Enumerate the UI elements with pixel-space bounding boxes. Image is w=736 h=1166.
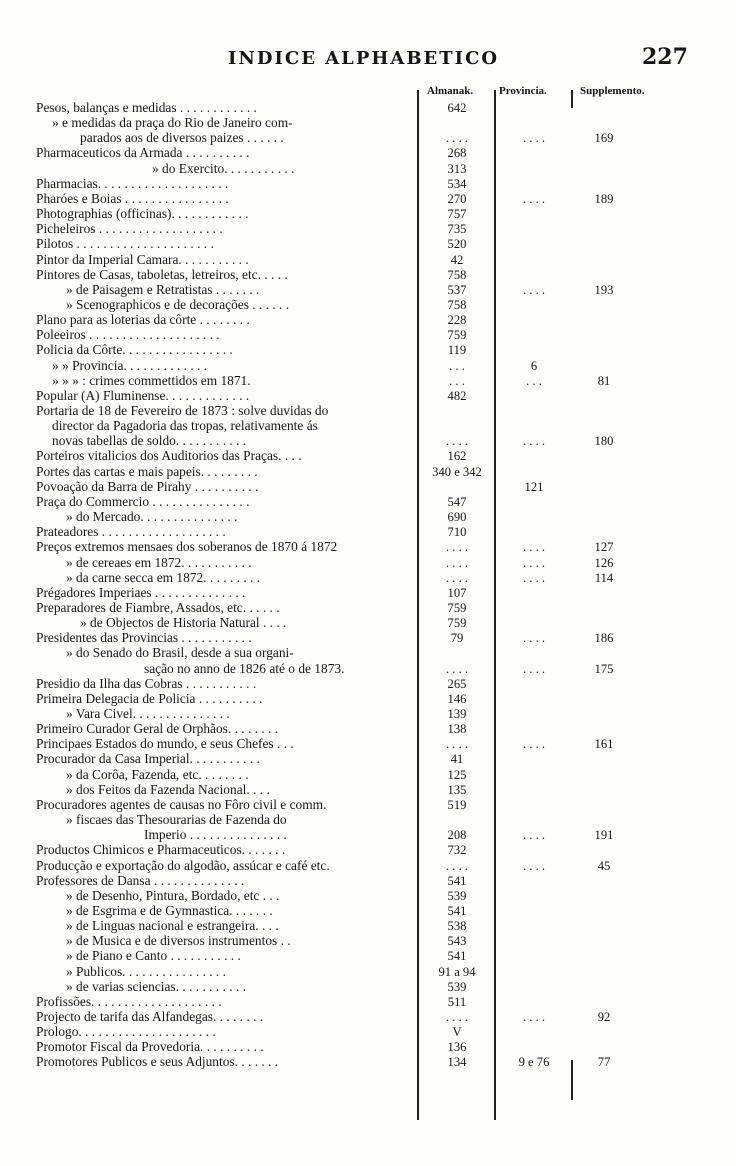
index-row — [0, 570, 736, 586]
index-row — [0, 494, 736, 510]
index-entry-text: » Scenographicos e de decorações . . . . . . — [66, 296, 290, 312]
index-row — [0, 358, 736, 374]
index-entry-text: Prologo. . . . . . . . . . . . . . . . . . . . . — [36, 1024, 216, 1040]
index-row — [0, 676, 736, 692]
index-entry-text: Poleeiros . . . . . . . . . . . . . . . . . . . . — [36, 327, 220, 343]
index-entry-text: Pilotos . . . . . . . . . . . . . . . . . . . . . — [36, 236, 214, 252]
index-row — [0, 555, 736, 571]
index-row — [0, 888, 736, 904]
index-row — [0, 918, 736, 934]
almanak-ref: 541 — [447, 873, 467, 888]
index-row — [0, 373, 736, 389]
almanak-ref: 162 — [447, 449, 467, 464]
index-row — [0, 585, 736, 601]
column-header-almanak: Almanak. — [427, 85, 474, 97]
almanak-ref: 519 — [447, 797, 467, 812]
almanak-ref: 538 — [447, 919, 467, 934]
index-row — [0, 751, 736, 767]
index-entry-text: » de Musica e de diversos instrumentos . . — [66, 933, 291, 949]
almanak-ref: 547 — [447, 494, 467, 509]
index-entry-text: Pintor da Imperial Camara. . . . . . . . . . . — [36, 251, 249, 267]
index-row — [0, 100, 736, 116]
almanak-ref: V — [452, 1025, 462, 1040]
index-entry-text: » de Objectos de Historia Natural . . . . — [80, 615, 287, 631]
supplemento-ref: 45 — [597, 858, 611, 873]
index-entry-text: Preços extremos mensaes dos soberanos de 1870 á 1872 — [36, 539, 338, 555]
almanak-ref: 41 — [450, 752, 464, 767]
index-entry-text: Profissões. . . . . . . . . . . . . . . . . . . . — [36, 993, 222, 1009]
provincia-ref: . . . . — [522, 737, 546, 752]
almanak-ref: 136 — [447, 1040, 467, 1055]
index-row — [0, 191, 736, 207]
index-row — [0, 767, 736, 783]
provincia-ref: . . . . — [522, 828, 546, 843]
almanak-ref: . . . . — [445, 570, 469, 585]
almanak-ref: 758 — [447, 297, 467, 312]
supplemento-ref: 77 — [597, 1055, 611, 1070]
index-entry-text: » da carne secca em 1872. . . . . . . . . — [66, 569, 261, 585]
index-entry-text: » de Linguas nacional e estrangeira. . . . — [66, 918, 279, 934]
index-entry-text: Primeiro Curador Geral de Orphãos. . . . . . . . — [36, 721, 279, 737]
index-row — [0, 873, 736, 889]
index-entry-text: » Publicos. . . . . . . . . . . . . . . . — [66, 963, 226, 979]
index-row — [0, 403, 736, 419]
index-entry-text: » » Provincia. . . . . . . . . . . . . — [52, 357, 208, 373]
almanak-ref: 91 a 94 — [438, 964, 476, 979]
index-row — [0, 691, 736, 707]
almanak-ref: 759 — [447, 600, 467, 615]
index-row — [0, 1024, 736, 1040]
supplemento-ref: 92 — [597, 1010, 611, 1024]
index-entry-text: Projecto de tarifa das Alfandegas. . . . . . . . — [36, 1009, 264, 1024]
index-row — [0, 1009, 736, 1025]
index-row — [0, 388, 736, 404]
index-row — [0, 176, 736, 192]
index-row — [0, 282, 736, 298]
index-entry-text: Povoação da Barra de Pirahy . . . . . . . . . . — [36, 478, 259, 494]
index-entry-text: Preparadores de Fiambre, Assados, etc. . . . . . — [36, 599, 280, 615]
index-row — [0, 600, 736, 616]
index-entry-text: Promotor Fiscal da Provedoria. . . . . . . . . . — [36, 1039, 264, 1055]
provincia-ref: 6 — [530, 358, 538, 373]
almanak-ref: . . . . — [445, 858, 469, 873]
index-row — [0, 161, 736, 177]
index-entry-text: Presidio da Ilha das Cobras . . . . . . . . . . . — [36, 675, 257, 691]
almanak-ref: 735 — [447, 222, 467, 237]
index-entry-text: » do Exercito. . . . . . . . . . . — [152, 160, 295, 176]
almanak-ref: . . . . — [445, 1010, 469, 1024]
index-row — [0, 448, 736, 464]
index-entry-text: Portaria de 18 de Fevereiro de 1873 : solve duvidas do — [36, 403, 329, 418]
index-row — [0, 721, 736, 737]
supplemento-ref: 175 — [594, 661, 614, 676]
almanak-ref: . . . — [449, 358, 465, 373]
index-entry-text: » » » : crimes commettidos em 1871. — [52, 372, 251, 388]
index-row — [0, 1054, 736, 1070]
index-row — [0, 433, 736, 449]
index-entry-text: » de varias sciencias. . . . . . . . . . . — [66, 978, 246, 994]
almanak-ref: 268 — [447, 146, 467, 161]
index-row — [0, 827, 736, 843]
almanak-ref: 79 — [450, 631, 464, 646]
column-header-provincia: Provincia. — [499, 85, 547, 97]
almanak-ref: . . . . — [445, 737, 469, 752]
provincia-ref: . . . . — [522, 434, 546, 449]
index-entry-text: » e medidas da praça do Rio de Janeiro com- — [52, 115, 293, 131]
almanak-ref: 758 — [447, 267, 467, 282]
almanak-ref: 757 — [447, 207, 467, 222]
index-row — [0, 964, 736, 980]
almanak-ref: 135 — [447, 782, 467, 797]
provincia-ref: . . . . — [522, 631, 546, 646]
index-entry-text: Prateadores . . . . . . . . . . . . . . . . . . . — [36, 524, 226, 540]
index-entry-text: Picheleiros . . . . . . . . . . . . . . . . . . . — [36, 221, 223, 237]
almanak-ref: 119 — [447, 343, 467, 358]
index-entry-text: novas tabellas de soldo. . . . . . . . . . . — [52, 433, 247, 449]
index-row — [0, 221, 736, 237]
index-entry-text: Productos Chimicos e Pharmaceuticos. . . . . . . — [36, 842, 286, 858]
index-row — [0, 661, 736, 677]
index-row — [0, 782, 736, 798]
supplemento-ref: 81 — [597, 373, 611, 388]
index-row — [0, 479, 736, 495]
almanak-ref: 759 — [447, 616, 467, 631]
index-row — [0, 524, 736, 540]
index-entry-text: Procurador da Casa Imperial. . . . . . . . . . . — [36, 751, 260, 767]
index-entry-text: Principaes Estados do mundo, e seus Chefes . . . — [36, 736, 294, 752]
almanak-ref: 270 — [447, 191, 467, 206]
index-row — [0, 206, 736, 222]
index-entry-text: Procuradores agentes de causas no Fôro civil e comm. — [36, 796, 327, 812]
index-entry-text: Promotores Publicos e seus Adjuntos. . . . . . . — [36, 1054, 279, 1070]
index-row — [0, 1039, 736, 1055]
almanak-ref: . . . . — [445, 434, 469, 449]
index-entry-text: Porteiros vitalicios dos Auditorios das Praças. . . . — [36, 448, 302, 464]
almanak-ref: 340 e 342 — [432, 464, 482, 479]
almanak-ref: 511 — [447, 994, 467, 1009]
index-row — [0, 948, 736, 964]
index-entry-text: Portes das cartas e mais papeis. . . . . . . . . — [36, 463, 258, 479]
almanak-ref: 208 — [447, 828, 467, 843]
index-row — [0, 418, 736, 434]
index-entry-text: » da Corôa, Fazenda, etc. . . . . . . . — [66, 766, 249, 782]
almanak-ref: 42 — [450, 252, 464, 267]
provincia-ref: 121 — [524, 479, 544, 494]
index-entry-text: » de cereaes em 1872. . . . . . . . . . . — [66, 554, 252, 570]
supplemento-ref: 189 — [594, 191, 614, 206]
supplemento-ref: 114 — [594, 570, 614, 585]
almanak-ref: 146 — [447, 691, 467, 706]
index-entry-text: » do Mercado. . . . . . . . . . . . . . . — [66, 509, 238, 525]
almanak-ref: . . . . — [445, 555, 469, 570]
index-row — [0, 858, 736, 874]
supplemento-ref: 126 — [594, 555, 614, 570]
provincia-ref: . . . . — [522, 1010, 546, 1024]
almanak-ref: 537 — [447, 282, 467, 297]
index-entry-text: Photographias (officinas). . . . . . . . . . . . — [36, 206, 249, 222]
index-entry-text: Primeira Delegacia de Policia . . . . . . . . . . — [36, 690, 263, 706]
index-entry-text: Pharmaceuticos da Armada . . . . . . . . . . — [36, 145, 250, 161]
supplemento-ref: 161 — [594, 737, 614, 752]
almanak-ref: . . . . — [445, 131, 469, 146]
provincia-ref: . . . . — [522, 555, 546, 570]
provincia-ref: 9 e 76 — [518, 1055, 550, 1070]
index-entry-text: Pharmacias. . . . . . . . . . . . . . . . . . . . — [36, 175, 229, 191]
supplemento-ref: 191 — [594, 828, 614, 843]
index-entry-text: » de Desenho, Pintura, Bordado, etc . . . — [66, 887, 280, 903]
almanak-ref: 539 — [447, 979, 467, 994]
almanak-ref: 313 — [447, 161, 467, 176]
index-row — [0, 812, 736, 828]
provincia-ref: . . . . — [522, 191, 546, 206]
almanak-ref: 710 — [447, 525, 467, 540]
index-entry-text: Imperio . . . . . . . . . . . . . . . — [144, 827, 287, 843]
index-row — [0, 842, 736, 858]
almanak-ref: 107 — [447, 585, 467, 600]
index-row — [0, 252, 736, 268]
index-entry-text: » de Paisagem e Retratistas . . . . . . . — [66, 281, 260, 297]
almanak-ref: 134 — [447, 1055, 467, 1070]
index-row — [0, 297, 736, 313]
provincia-ref: . . . — [526, 373, 542, 388]
index-row — [0, 342, 736, 358]
index-entry-text: » Vara Civel. . . . . . . . . . . . . . . — [66, 706, 230, 721]
supplemento-ref: 180 — [594, 434, 614, 449]
almanak-ref: 139 — [447, 707, 467, 721]
almanak-ref: 125 — [447, 767, 467, 782]
almanak-ref: 541 — [447, 949, 467, 964]
almanak-ref: 539 — [447, 888, 467, 903]
index-row — [0, 630, 736, 646]
almanak-ref: 690 — [447, 510, 467, 525]
supplemento-ref: 186 — [594, 631, 614, 646]
index-row — [0, 903, 736, 919]
page-number: 227 — [642, 44, 688, 70]
index-row — [0, 994, 736, 1010]
index-entry-text: » de Esgrima e de Gymnastica. . . . . . . — [66, 902, 273, 918]
almanak-ref: 482 — [447, 388, 467, 403]
index-row — [0, 312, 736, 328]
index-entry-text: sação no anno de 1826 até o de 1873. — [144, 660, 345, 676]
index-row — [0, 933, 736, 949]
provincia-ref: . . . . — [522, 282, 546, 297]
index-entry-text: » de Piano e Canto . . . . . . . . . . . — [66, 948, 241, 964]
index-entry-text: Pesos, balanças e medidas . . . . . . . . . . . . — [36, 100, 257, 115]
provincia-ref: . . . . — [522, 540, 546, 555]
index-row — [0, 327, 736, 343]
index-row — [0, 236, 736, 252]
index-row — [0, 130, 736, 146]
index-entry-text: Producção e exportação do algodão, assúcar e café etc. — [36, 857, 330, 873]
index-row — [0, 797, 736, 813]
provincia-ref: . . . . — [522, 131, 546, 146]
index-entry-text: Praça do Commercio . . . . . . . . . . . . . . . — [36, 493, 250, 509]
index-row — [0, 267, 736, 283]
index-row — [0, 145, 736, 161]
index-entry-text: » dos Feitos da Fazenda Nacional. . . . — [66, 781, 270, 797]
index-row — [0, 615, 736, 631]
almanak-ref: 543 — [447, 934, 467, 949]
almanak-ref: 642 — [447, 101, 467, 115]
index-row — [0, 464, 736, 480]
index-row — [0, 115, 736, 131]
index-entry-text: Professores de Dansa . . . . . . . . . . . . . . — [36, 872, 245, 888]
almanak-ref: 759 — [447, 328, 467, 343]
index-row — [0, 539, 736, 555]
almanak-ref: 138 — [447, 722, 467, 737]
supplemento-ref: 193 — [594, 282, 614, 297]
index-row — [0, 736, 736, 752]
almanak-ref: . . . . — [445, 540, 469, 555]
supplemento-ref: 127 — [594, 540, 614, 555]
index-entry-text: Presidentes das Provincias . . . . . . . . . . . — [36, 630, 252, 646]
provincia-ref: . . . . — [522, 570, 546, 585]
almanak-ref: 541 — [447, 903, 467, 918]
almanak-ref: . . . . — [445, 661, 469, 676]
almanak-ref: 732 — [447, 843, 467, 858]
index-entry-text: Policia da Côrte. . . . . . . . . . . . . . . . . — [36, 342, 233, 358]
almanak-ref: . . . — [449, 373, 465, 388]
index-entry-text: director da Pagadoria das tropas, relativamente ás — [52, 418, 318, 434]
column-header-supplemento: Supplemento. — [580, 85, 645, 97]
index-row — [0, 509, 736, 525]
index-entry-text: » do Senado do Brasil, desde a sua organi- — [66, 645, 294, 661]
index-row — [0, 979, 736, 995]
almanak-ref: 228 — [447, 313, 467, 328]
index-entry-text: Pintores de Casas, taboletas, letreiros, etc. . . . . — [36, 266, 288, 282]
index-entry-text: » fiscaes das Thesourarias de Fazenda do — [66, 812, 287, 828]
index-row — [0, 645, 736, 661]
index-entry-text: parados aos de diversos paizes . . . . . . — [80, 130, 284, 146]
provincia-ref: . . . . — [522, 661, 546, 676]
index-entry-text: Prégadores Imperiaes . . . . . . . . . . . . . . — [36, 584, 246, 600]
provincia-ref: . . . . — [522, 858, 546, 873]
page-title: INDICE ALPHABETICO — [228, 48, 500, 69]
almanak-ref: 265 — [447, 676, 467, 691]
index-entry-text: Popular (A) Fluminense. . . . . . . . . . . . . — [36, 387, 250, 403]
index-entry-text: Pharóes e Boias . . . . . . . . . . . . . . . . — [36, 190, 229, 206]
supplemento-ref: 169 — [594, 131, 614, 146]
almanak-ref: 520 — [447, 237, 467, 252]
almanak-ref: 534 — [447, 176, 467, 191]
index-entry-text: Plano para as loterias da côrte . . . . . . . . — [36, 312, 250, 328]
index-row — [0, 706, 736, 722]
